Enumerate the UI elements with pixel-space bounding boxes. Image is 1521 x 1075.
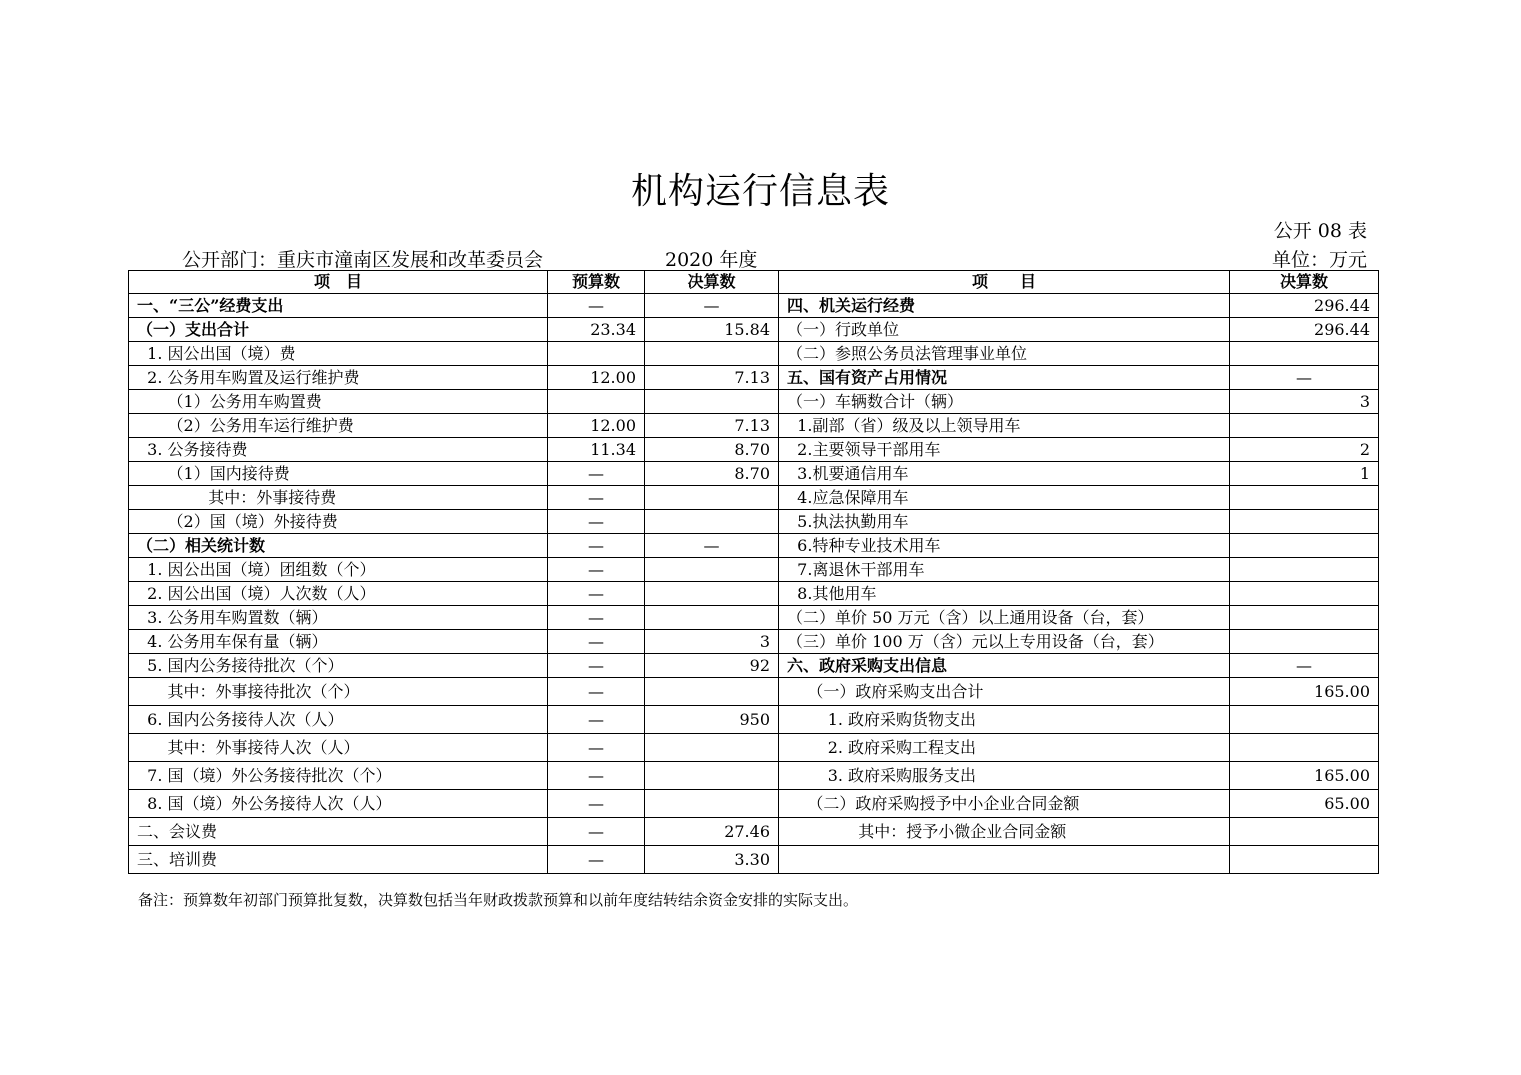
table-row: [129, 438, 1379, 462]
right-final-cell: [1230, 734, 1379, 762]
table-row: [129, 630, 1379, 654]
header-right-final: 决算数: [1230, 271, 1379, 294]
final-cell: —: [645, 294, 779, 318]
table-row: [129, 654, 1379, 678]
right-final-cell: 3: [1230, 390, 1379, 414]
table-row: [129, 510, 1379, 534]
table-row: [129, 846, 1379, 874]
table-number: 公开 08 表: [1273, 220, 1367, 242]
left-item-cell: 5. 国内公务接待批次（个）: [129, 654, 548, 678]
final-cell: [645, 390, 779, 414]
budget-cell: —: [548, 762, 645, 790]
department-label: 公开部门：重庆市潼南区发展和改革委员会: [182, 249, 544, 271]
final-cell: 7.13: [645, 366, 779, 390]
final-cell: 3: [645, 630, 779, 654]
left-item-cell: 4. 公务用车保有量（辆）: [129, 630, 548, 654]
left-item-cell: （1）国内接待费: [129, 462, 548, 486]
header-right-item: 项 目: [779, 271, 1230, 294]
right-final-cell: [1230, 558, 1379, 582]
right-item-cell: （二）政府采购授予中小企业合同金额: [779, 790, 1230, 818]
budget-cell: 12.00: [548, 366, 645, 390]
right-final-cell: 1: [1230, 462, 1379, 486]
right-item-cell: 2.主要领导干部用车: [779, 438, 1230, 462]
final-cell: [645, 606, 779, 630]
budget-cell: —: [548, 790, 645, 818]
budget-cell: —: [548, 486, 645, 510]
budget-cell: 23.34: [548, 318, 645, 342]
right-final-cell: [1230, 582, 1379, 606]
right-final-cell: [1230, 534, 1379, 558]
final-cell: —: [645, 534, 779, 558]
final-cell: [645, 558, 779, 582]
left-item-cell: （一）支出合计: [129, 318, 548, 342]
table-row: [129, 390, 1379, 414]
budget-cell: —: [548, 294, 645, 318]
left-item-cell: 其中：外事接待费: [129, 486, 548, 510]
budget-cell: —: [548, 630, 645, 654]
budget-cell: —: [548, 558, 645, 582]
table-row: [129, 534, 1379, 558]
right-item-cell: 四、机关运行经费: [779, 294, 1230, 318]
table-row: [129, 762, 1379, 790]
left-item-cell: （1）公务用车购置费: [129, 390, 548, 414]
table-row: [129, 558, 1379, 582]
right-final-cell: 296.44: [1230, 318, 1379, 342]
right-item-cell: 3.机要通信用车: [779, 462, 1230, 486]
budget-cell: —: [548, 846, 645, 874]
budget-cell: 12.00: [548, 414, 645, 438]
table-row: [129, 366, 1379, 390]
right-item-cell: 2. 政府采购工程支出: [779, 734, 1230, 762]
budget-cell: —: [548, 606, 645, 630]
header-final: 决算数: [645, 271, 779, 294]
budget-cell: —: [548, 678, 645, 706]
right-item-cell: 其中：授予小微企业合同金额: [779, 818, 1230, 846]
header-budget: 预算数: [548, 271, 645, 294]
page-title: 机构运行信息表: [630, 171, 890, 212]
budget-cell: —: [548, 462, 645, 486]
final-cell: [645, 790, 779, 818]
final-cell: 7.13: [645, 414, 779, 438]
right-item-cell: 7.离退休干部用车: [779, 558, 1230, 582]
right-item-cell: （一）车辆数合计（辆）: [779, 390, 1230, 414]
final-cell: [645, 582, 779, 606]
right-final-cell: [1230, 846, 1379, 874]
right-item-cell: （一）政府采购支出合计: [779, 678, 1230, 706]
left-item-cell: 6. 国内公务接待人次（人）: [129, 706, 548, 734]
budget-cell: —: [548, 534, 645, 558]
right-item-cell: 6.特种专业技术用车: [779, 534, 1230, 558]
budget-cell: —: [548, 654, 645, 678]
right-final-cell: [1230, 630, 1379, 654]
left-item-cell: 1. 因公出国（境）团组数（个）: [129, 558, 548, 582]
left-item-cell: 2. 公务用车购置及运行维护费: [129, 366, 548, 390]
right-item-cell: 3. 政府采购服务支出: [779, 762, 1230, 790]
left-item-cell: 二、会议费: [129, 818, 548, 846]
unit-label: 单位：万元: [1271, 249, 1367, 271]
budget-cell: —: [548, 706, 645, 734]
right-final-cell: —: [1230, 654, 1379, 678]
final-cell: 3.30: [645, 846, 779, 874]
table-row: [129, 486, 1379, 510]
final-cell: 8.70: [645, 438, 779, 462]
right-item-cell: 1.副部（省）级及以上领导用车: [779, 414, 1230, 438]
left-item-cell: 7. 国（境）外公务接待批次（个）: [129, 762, 548, 790]
right-final-cell: 296.44: [1230, 294, 1379, 318]
right-final-cell: [1230, 706, 1379, 734]
table-row: [129, 462, 1379, 486]
table-row: [129, 342, 1379, 366]
right-item-cell: （三）单价 100 万（含）元以上专用设备（台，套）: [779, 630, 1230, 654]
left-item-cell: 8. 国（境）外公务接待人次（人）: [129, 790, 548, 818]
final-cell: 27.46: [645, 818, 779, 846]
right-item-cell: （一）行政单位: [779, 318, 1230, 342]
right-item-cell: 五、国有资产占用情况: [779, 366, 1230, 390]
final-cell: 950: [645, 706, 779, 734]
right-item-cell: （二）参照公务员法管理事业单位: [779, 342, 1230, 366]
final-cell: 8.70: [645, 462, 779, 486]
table-row: [129, 678, 1379, 706]
right-final-cell: [1230, 510, 1379, 534]
budget-cell: —: [548, 582, 645, 606]
right-final-cell: [1230, 606, 1379, 630]
left-item-cell: 3. 公务用车购置数（辆）: [129, 606, 548, 630]
table-row: [129, 318, 1379, 342]
final-cell: [645, 510, 779, 534]
budget-cell: —: [548, 818, 645, 846]
left-item-cell: 其中：外事接待人次（人）: [129, 734, 548, 762]
year-label: 2020 年度: [665, 249, 758, 271]
budget-cell: [548, 390, 645, 414]
left-item-cell: （2）公务用车运行维护费: [129, 414, 548, 438]
budget-cell: [548, 342, 645, 366]
final-cell: [645, 734, 779, 762]
table-row: [129, 414, 1379, 438]
right-final-cell: [1230, 414, 1379, 438]
final-cell: 15.84: [645, 318, 779, 342]
left-item-cell: 三、培训费: [129, 846, 548, 874]
right-item-cell: 4.应急保障用车: [779, 486, 1230, 510]
final-cell: [645, 486, 779, 510]
table-row: [129, 582, 1379, 606]
left-item-cell: （二）相关统计数: [129, 534, 548, 558]
right-final-cell: 65.00: [1230, 790, 1379, 818]
right-item-cell: （二）单价 50 万元（含）以上通用设备（台，套）: [779, 606, 1230, 630]
right-final-cell: 2: [1230, 438, 1379, 462]
header-row: [129, 271, 1379, 294]
right-item-cell: [779, 846, 1230, 874]
footnote: 备注：预算数年初部门预算批复数，决算数包括当年财政拨款预算和以前年度结转结余资金安排的实际支出。: [138, 891, 859, 909]
left-item-cell: 2. 因公出国（境）人次数（人）: [129, 582, 548, 606]
right-item-cell: 1. 政府采购货物支出: [779, 706, 1230, 734]
table-row: [129, 294, 1379, 318]
right-item-cell: 5.执法执勤用车: [779, 510, 1230, 534]
left-item-cell: （2）国（境）外接待费: [129, 510, 548, 534]
table-row: [129, 606, 1379, 630]
header-left-item: 项 目: [129, 271, 548, 294]
left-item-cell: 1. 因公出国（境）费: [129, 342, 548, 366]
left-item-cell: 一、“三公”经费支出: [129, 294, 548, 318]
info-table: [128, 270, 1379, 874]
right-final-cell: 165.00: [1230, 678, 1379, 706]
table-row: [129, 706, 1379, 734]
left-item-cell: 3. 公务接待费: [129, 438, 548, 462]
budget-cell: —: [548, 510, 645, 534]
final-cell: [645, 342, 779, 366]
right-final-cell: [1230, 342, 1379, 366]
right-final-cell: 165.00: [1230, 762, 1379, 790]
right-final-cell: [1230, 486, 1379, 510]
budget-cell: —: [548, 734, 645, 762]
final-cell: [645, 678, 779, 706]
final-cell: [645, 762, 779, 790]
final-cell: 92: [645, 654, 779, 678]
right-final-cell: —: [1230, 366, 1379, 390]
table-row: [129, 734, 1379, 762]
left-item-cell: 其中：外事接待批次（个）: [129, 678, 548, 706]
table-row: [129, 790, 1379, 818]
right-final-cell: [1230, 818, 1379, 846]
right-item-cell: 六、政府采购支出信息: [779, 654, 1230, 678]
budget-cell: 11.34: [548, 438, 645, 462]
right-item-cell: 8.其他用车: [779, 582, 1230, 606]
table-row: [129, 818, 1379, 846]
